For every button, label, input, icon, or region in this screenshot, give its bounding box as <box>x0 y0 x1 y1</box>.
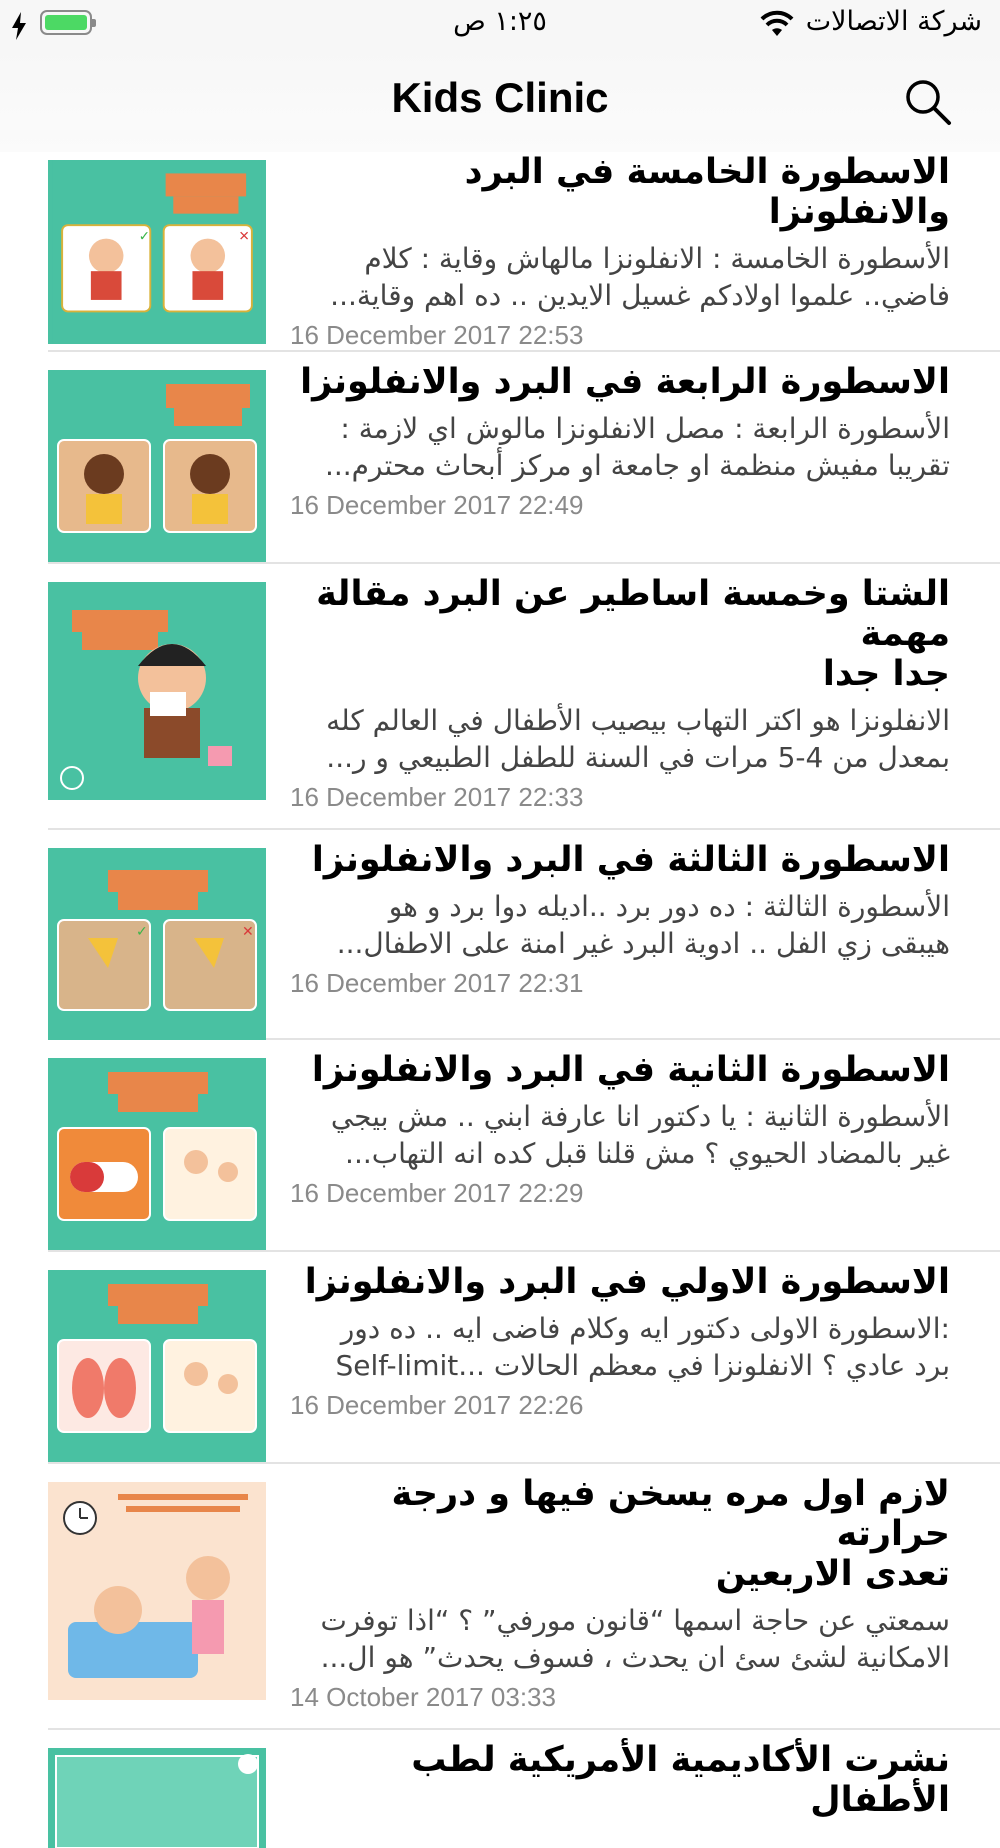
article-title-line-2: تعدى الاربعين <box>715 1554 950 1594</box>
article-title <box>290 1474 950 1594</box>
article-title: الاسطورة الرابعة في البرد والانفلونزا <box>300 362 950 402</box>
article-summary-line-1: سمعتي عن حاجة اسمها “قانون مورفي” ؟ “اذا توفرت <box>320 1604 950 1637</box>
article-date: 16 December 2017 22:29 <box>290 1178 584 1208</box>
article-thumbnail <box>48 848 266 1040</box>
list-item[interactable] <box>48 1050 1000 1252</box>
article-summary <box>290 1602 950 1676</box>
article-summary-line-2: بمعدل من 4-5 مرات في السنة للطفل الطبيعي و ر... <box>326 741 950 774</box>
article-summary-line-1: الأسطورة الثالثة : ده دور برد ..اديله دوا برد و هو <box>388 890 950 923</box>
article-title-line-2: جدا جدا <box>822 654 950 694</box>
list-item[interactable] <box>48 1474 1000 1730</box>
article-title <box>290 574 950 694</box>
carrier-label: شركة الاتصالات <box>805 6 982 37</box>
article-thumbnail <box>48 582 266 800</box>
article-thumbnail <box>48 1058 266 1250</box>
clock-label: ١:٢٥ ص <box>453 6 547 37</box>
article-summary <box>290 410 950 484</box>
list-item[interactable] <box>48 1262 1000 1464</box>
article-summary <box>290 702 950 776</box>
list-item[interactable] <box>48 362 1000 564</box>
article-title: الاسطورة الخامسة في البرد والانفلونزا <box>464 152 950 232</box>
svg-text:✓: ✓ <box>138 229 151 245</box>
list-item[interactable] <box>48 840 1000 1040</box>
page-title: Kids Clinic <box>391 74 609 121</box>
article-date: 16 December 2017 22:53 <box>290 320 584 350</box>
article-thumbnail <box>48 1270 266 1462</box>
article-title-line-1: لازم اول مره يسخن فيها و درجة حرارته <box>391 1474 950 1554</box>
article-summary-line-2: هيبقى زي الفل .. ادوية البرد غير امنة على الاطفال... <box>336 927 950 960</box>
article-title: الاسطورة الاولي في البرد والانفلونزا <box>304 1262 950 1302</box>
article-summary-line-1: الأسطورة الرابعة : مصل الانفلونزا مالوش اي لازمة : <box>340 412 950 445</box>
article-summary <box>290 888 950 962</box>
article-thumbnail <box>48 1748 266 1848</box>
article-title: الاسطورة الثالثة في البرد والانفلونزا <box>311 840 950 880</box>
article-summary-line-1: الأسطورة الثانية : يا دكتور انا عارفة ابني .. مش بيجي <box>330 1100 950 1133</box>
svg-text:✓: ✓ <box>136 924 148 940</box>
article-summary <box>290 1310 950 1384</box>
status-bar <box>0 0 1000 50</box>
article-summary-line-2: فاضي.. علموا اولادكم غسيل الايدين .. ده اهم وقاية... <box>330 279 950 312</box>
list-item[interactable] <box>48 574 1000 830</box>
article-summary-line-1: :الاسطورة الاولى دكتور ايه وكلام فاضى ايه .. ده دور <box>340 1312 950 1345</box>
nav-bar <box>0 50 1000 152</box>
article-title: الاسطورة الثانية في البرد والانفلونزا <box>311 1050 950 1090</box>
article-summary-line-2: الامكانية لشئ سئ ان يحدث ، فسوف يحدث” هو ال... <box>320 1641 950 1674</box>
article-thumbnail <box>48 1482 266 1700</box>
svg-text:✕: ✕ <box>238 229 250 245</box>
article-summary-line-1: الأسطورة الخامسة : الانفلونزا مالهاش وقاية : كلام <box>364 242 950 275</box>
article-summary <box>290 1098 950 1172</box>
article-date: 14 October 2017 03:33 <box>290 1682 556 1712</box>
article-summary <box>290 240 950 314</box>
article-summary-line-2: غير بالمضاد الحيوي ؟ مش قلنا قبل كده انه التهاب... <box>345 1137 950 1170</box>
battery-fill <box>45 15 87 30</box>
battery-nub <box>92 19 96 27</box>
article-date: 16 December 2017 22:26 <box>290 1390 584 1420</box>
article-date: 16 December 2017 22:49 <box>290 490 584 520</box>
article-date: 16 December 2017 22:33 <box>290 782 584 812</box>
svg-text:✕: ✕ <box>242 924 254 940</box>
article-summary-line-2: برد عادي ؟ الانفلونزا في معظم الحالات ...Self-limit <box>335 1349 950 1382</box>
article-summary-line-2: تقريبا مفيش منظمة او جامعة او مركز أبحاث محترم... <box>324 449 950 482</box>
list-item[interactable] <box>48 152 1000 352</box>
list-item[interactable] <box>48 1740 1000 1840</box>
article-title-line-1: الشتا وخمسة اساطير عن البرد مقالة مهمة <box>316 574 950 654</box>
article-date: 16 December 2017 22:31 <box>290 968 584 998</box>
battery-icon <box>40 10 92 35</box>
search-icon[interactable] <box>902 76 954 128</box>
charging-bolt-icon <box>10 12 28 40</box>
article-title: نشرت الأكاديمية الأمريكية لطب الأطفال <box>411 1740 950 1820</box>
article-thumbnail <box>48 370 266 562</box>
article-thumbnail <box>48 160 266 344</box>
article-summary-line-1: الانفلونزا هو اكتر التهاب بيصيب الأطفال في العالم كله <box>326 704 950 737</box>
